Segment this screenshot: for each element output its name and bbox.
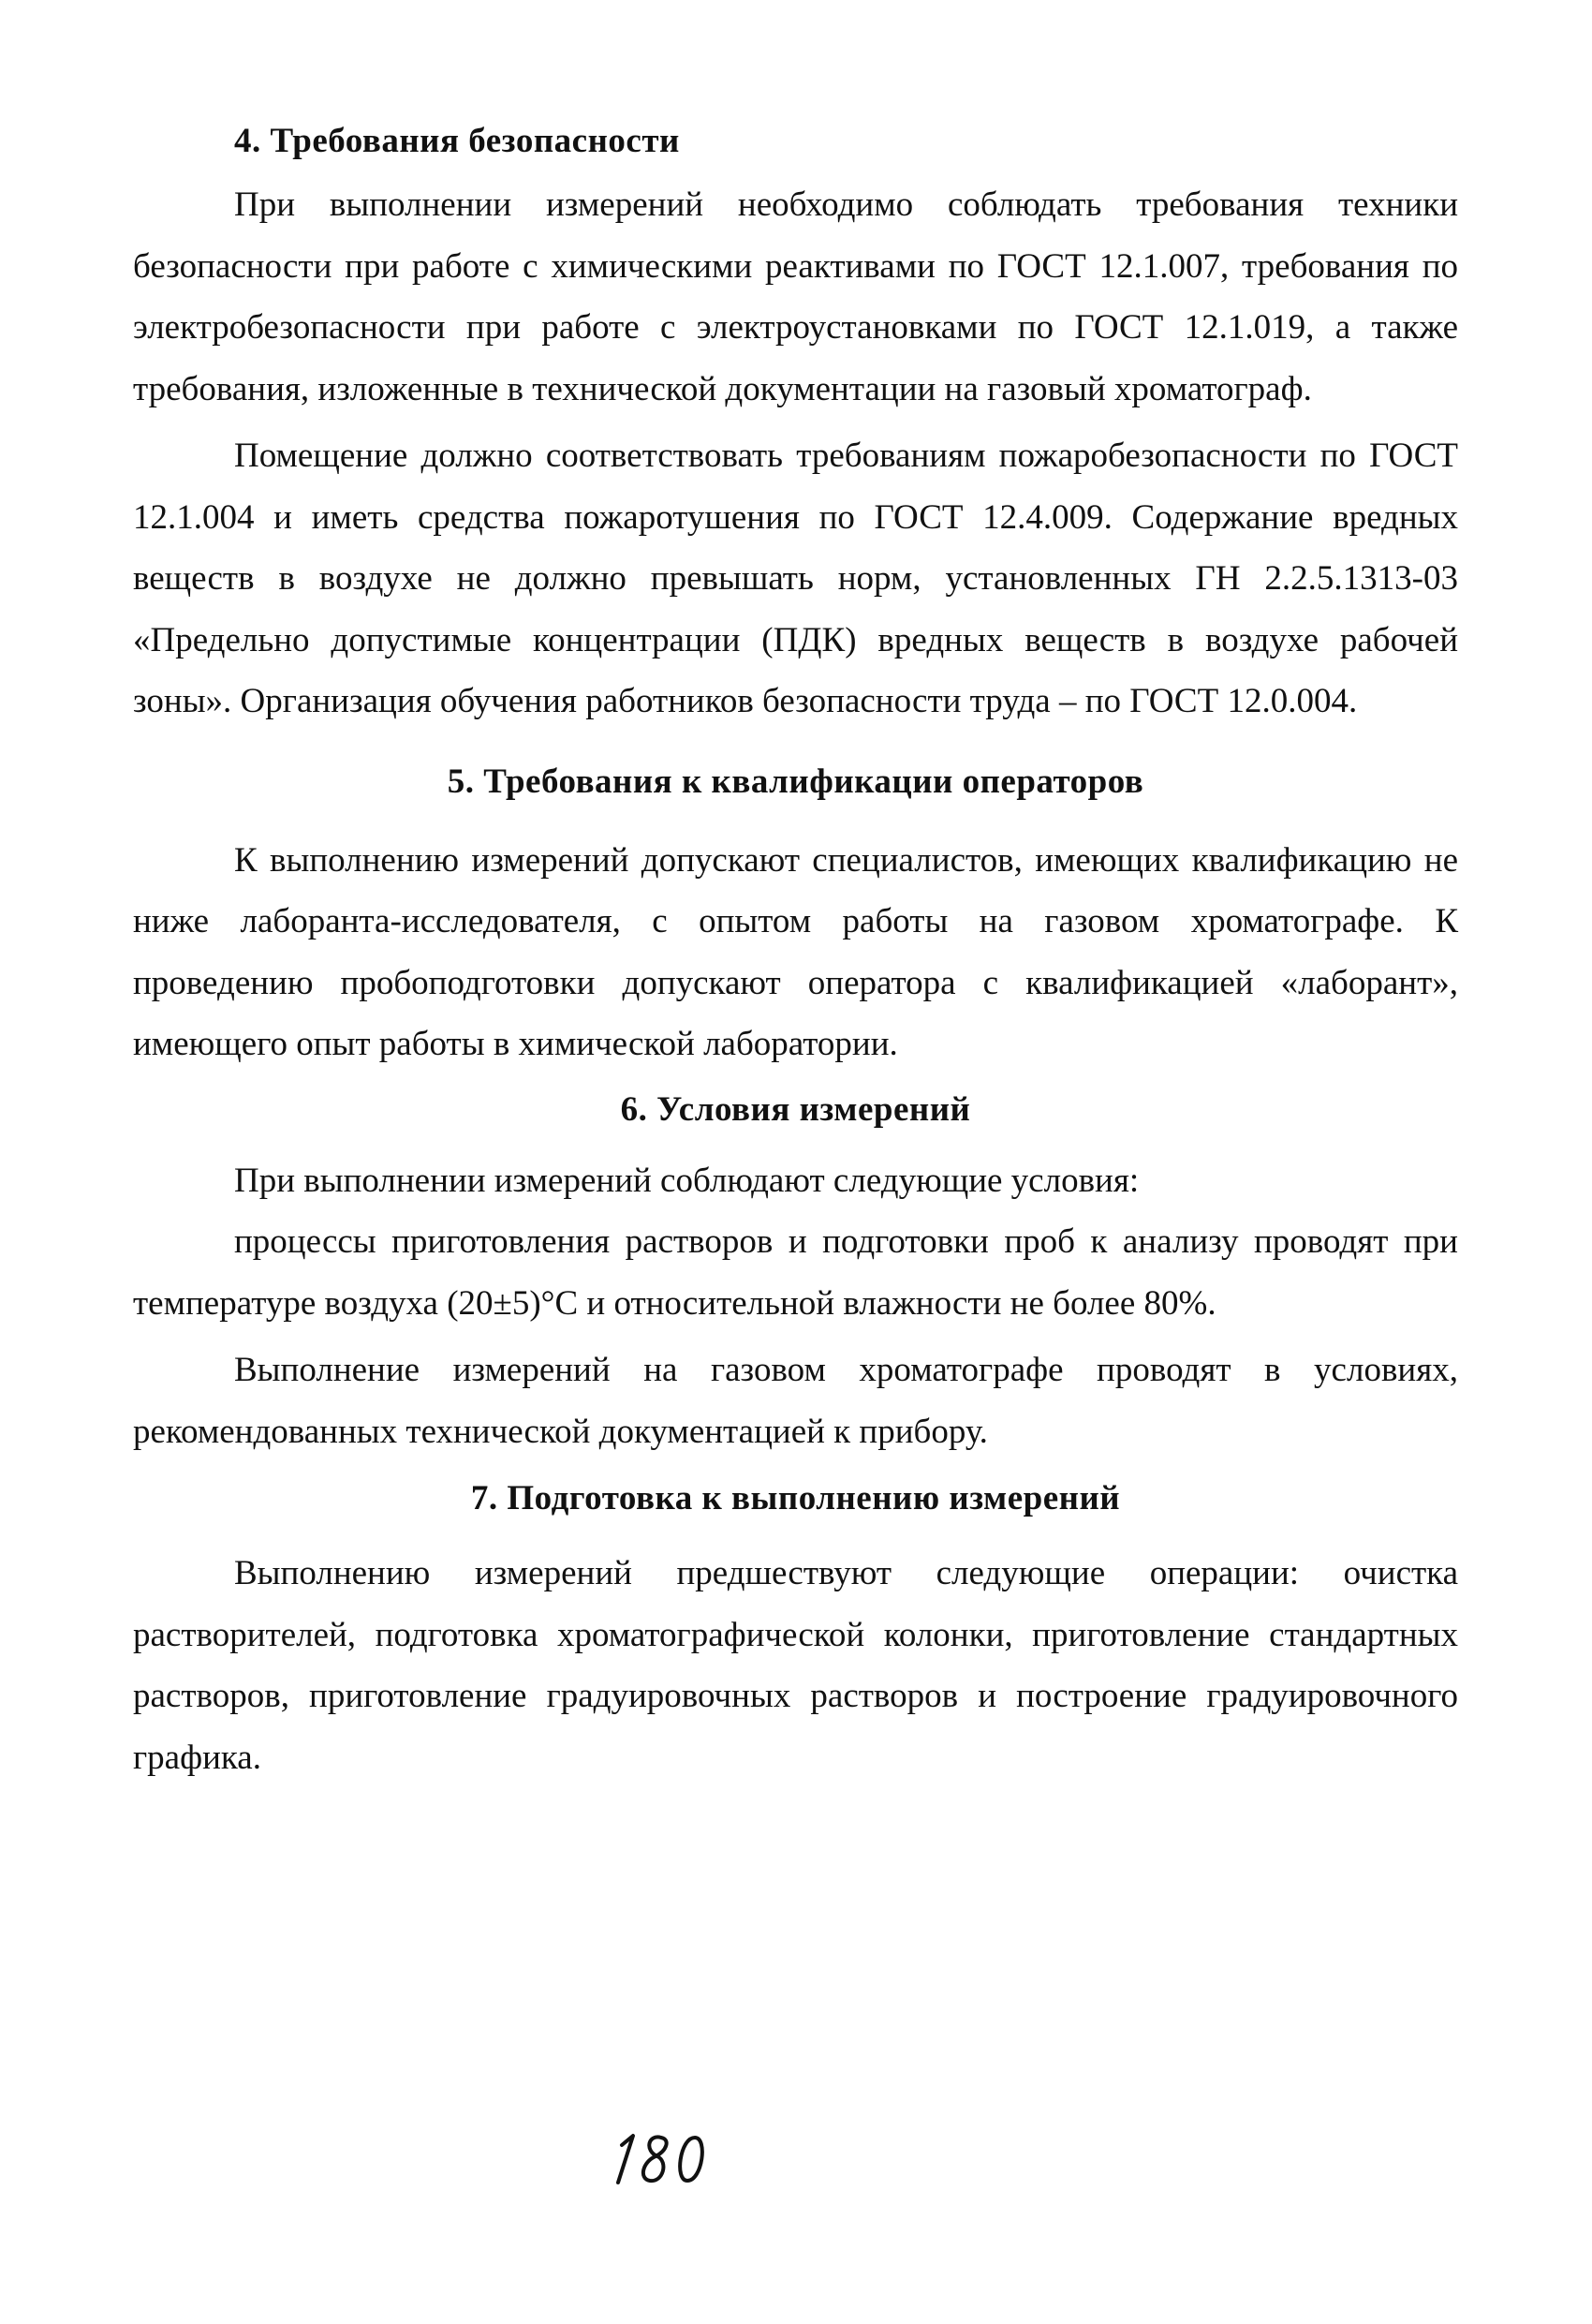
- section-4-title: 4. Требования безопасности: [234, 122, 680, 160]
- section-6-paragraph-2: процессы приготовления растворов и подготовки проб к анализу проводят при температуре воздуха (20±5)°С и относительной влажности не более 80%.: [133, 1222, 1458, 1323]
- section-6-paragraph-3: Выполнение измерений на газовом хроматографе проводят в условиях, рекомендованных технической документацией к прибору.: [133, 1351, 1458, 1451]
- section-4-paragraph-2: Помещение должно соответствовать требованиям пожаробезопасности по ГОСТ 12.1.004 и иметь средства пожаротушения по ГОСТ 12.4.009. Содержание вредных веществ в воздухе не должно превышать норм, установленных ГН 2.2.5.1313-03 «Предельно допустимые концентрации (ПДК) вредных веществ в воздухе рабочей зоны». Организация обучения работников безопасности труда – по ГОСТ 12.0.004.: [133, 437, 1458, 720]
- section-7-title: 7. Подготовка к выполнению измерений: [470, 1479, 1121, 1517]
- handwritten-page-number: [609, 2124, 721, 2190]
- section-4-paragraph-1: При выполнении измерений необходимо соблюдать требования техники безопасности при работе с химическими реактивами по ГОСТ 12.1.007, требования по электробезопасности при работе с электроустановками по ГОСТ 12.1.019, а также требования, изложенные в технической документации на газовый хроматограф.: [133, 185, 1458, 408]
- section-5-paragraph-1: К выполнению измерений допускают специалистов, имеющих квалификацию не ниже лаборанта-исследователя, с опытом работы на газовом хроматографе. К проведению пробоподготовки допускают оператора с квалификацией «лаборант», имеющего опыт работы в химической лаборатории.: [133, 840, 1458, 1063]
- document-page: [133, 112, 1458, 1788]
- page-number-drawing: [609, 2124, 721, 2190]
- section-6-title: 6. Условия измерений: [620, 1089, 971, 1129]
- section-5-title: 5. Требования к квалификации операторов: [447, 762, 1144, 801]
- section-7-paragraph-1: Выполнению измерений предшествуют следующие операции: очистка растворителей, подготовка хроматографической колонки, приготовление стандартных растворов, приготовление градуировочных растворов и построение градуировочного графика.: [133, 1554, 1458, 1777]
- section-6-paragraph-1: При выполнении измерений соблюдают следующие условия:: [234, 1161, 1140, 1200]
